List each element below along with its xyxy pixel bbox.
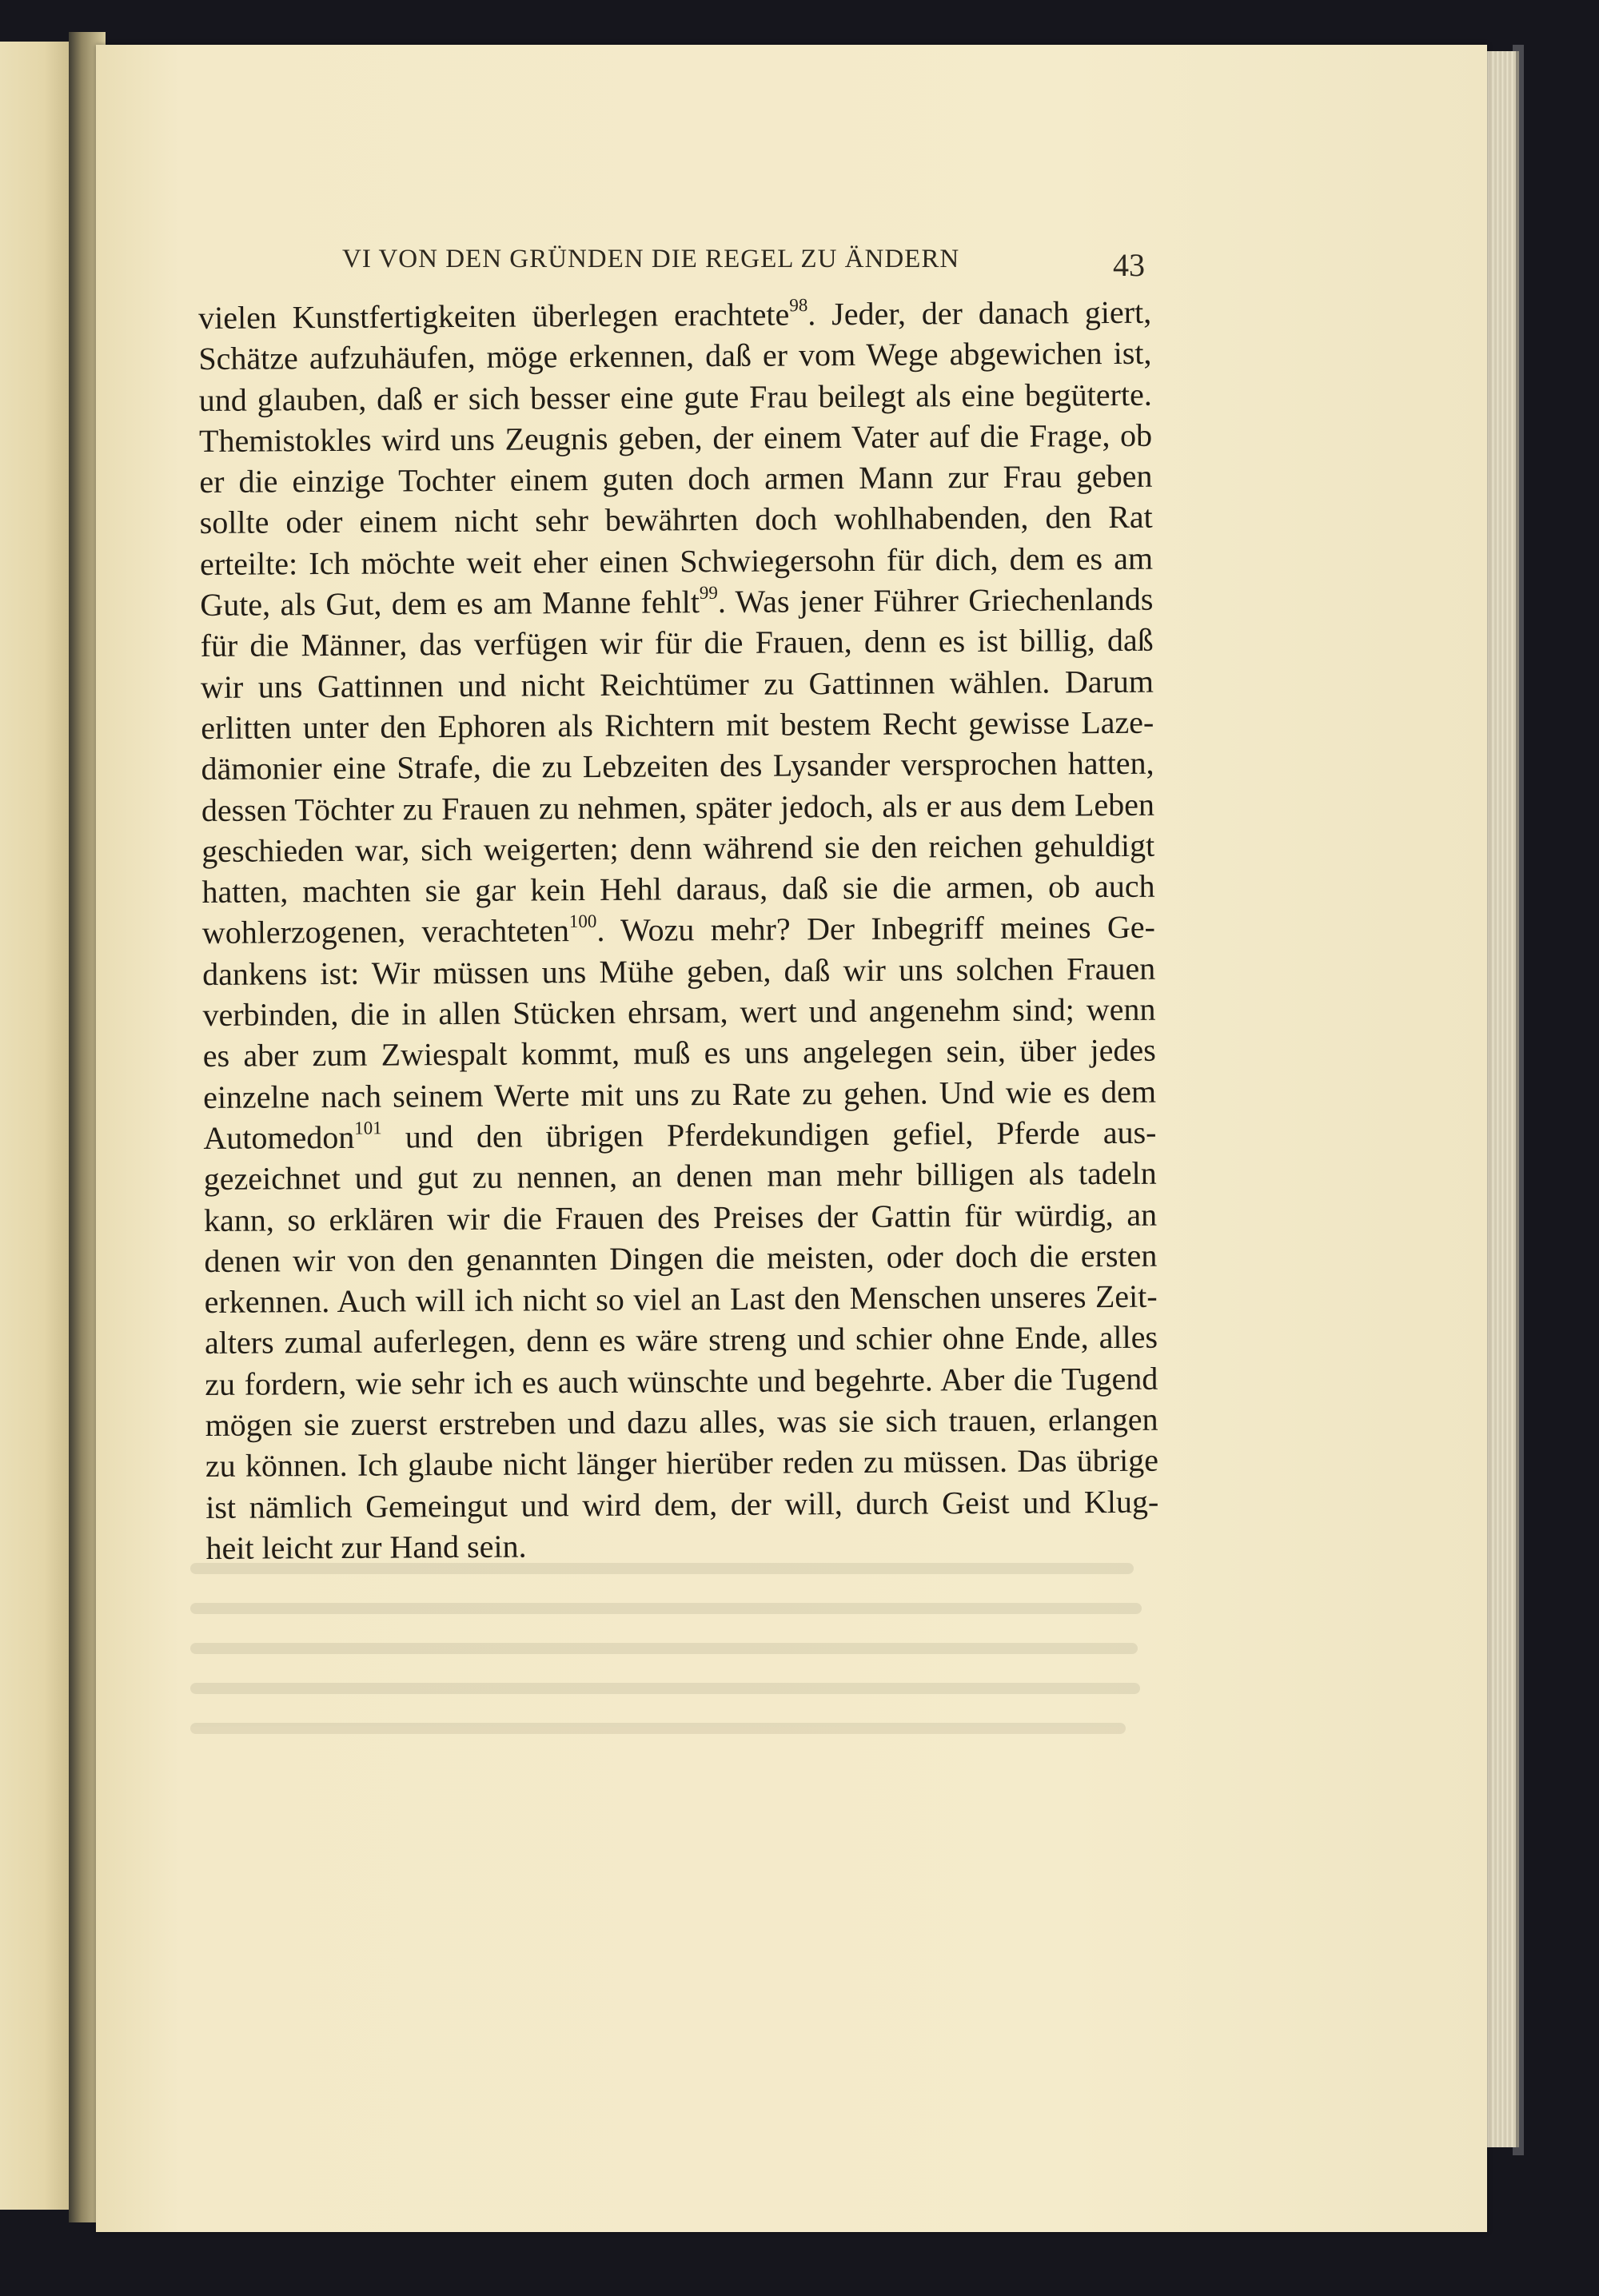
text-segment: und den übrigen Pferdekundigen gefiel, Pferde aus-: [381, 1114, 1157, 1155]
text-line: [203, 1030, 1156, 1077]
text-line: [205, 1481, 1158, 1528]
text-line: [201, 743, 1154, 790]
show-through-text: [190, 1563, 1142, 1763]
text-segment: und glauben, daß er sich besser eine gute Frau beilegt als eine begüterte.: [198, 376, 1152, 418]
text-segment: kann, so erklären wir die Frauen des Preises der Gattin für würdig, an: [203, 1196, 1158, 1238]
text-segment: mögen sie zuerst erstreben und dazu alles, was sie sich trauen, erlangen: [205, 1401, 1158, 1443]
text-segment: für die Männer, das verfügen wir für die Frauen, denn es ist billig, daß: [200, 622, 1154, 664]
text-segment: alters zumal auferlegen, denn es wäre streng und schier ohne Ende, alles: [204, 1319, 1158, 1361]
text-line: [205, 1440, 1158, 1487]
text-segment: geschieden war, sich weigerten; denn während sie den reichen gehuldigt: [201, 827, 1155, 869]
text-segment: denen wir von den genannten Dingen die meisten, oder doch die ersten: [204, 1237, 1158, 1279]
text-segment: hatten, machten sie gar kein Hehl daraus, daß sie die armen, ob auch: [201, 867, 1155, 911]
text-segment: verbinden, die in allen Stücken ehrsam, wert und angenehm sind; wenn: [202, 991, 1156, 1034]
text-line: [201, 660, 1154, 708]
footnote-marker: 98: [789, 295, 808, 316]
text-line: [205, 1399, 1158, 1446]
text-segment: vielen Kunstfertigkeiten überlegen erachtete: [198, 296, 790, 336]
text-line: [203, 1070, 1156, 1118]
text-segment: einzelne nach seinem Werte mit uns zu Rate zu gehen. Und wie es dem: [202, 1073, 1157, 1115]
text-line: [205, 1522, 1158, 1569]
text-segment: dämonier eine Strafe, die zu Lebzeiten des Lysander versprochen hatten,: [201, 744, 1154, 787]
text-line: [201, 866, 1154, 913]
text-segment: Automedon: [203, 1118, 355, 1156]
text-line: [202, 989, 1155, 1036]
running-head: VI VON DEN GRÜNDEN DIE REGEL ZU ÄNDERN: [342, 245, 960, 273]
text-segment: Schätze aufzuhäufen, möge erkennen, daß er vom Wege abgewichen ist,: [198, 335, 1152, 377]
text-line: [200, 496, 1153, 544]
footnote-marker: 100: [568, 911, 597, 932]
text-line: [201, 620, 1154, 667]
text-line: [199, 373, 1152, 421]
text-segment: ist nämlich Gemeingut und wird dem, der will, durch Geist und Klug-: [205, 1483, 1159, 1525]
text-line: [200, 537, 1153, 584]
text-line: [202, 907, 1155, 954]
text-line: [205, 1357, 1158, 1405]
text-line: [203, 1112, 1156, 1159]
text-line: [202, 947, 1155, 995]
text-line: [200, 579, 1153, 626]
text-segment: . Was jener Führer Griechenlands: [717, 580, 1154, 620]
text-segment: wohlerzogenen, verachteten: [201, 912, 570, 951]
text-segment: er die einzige Tochter einem guten doch armen Mann zur Frau geben: [199, 457, 1153, 500]
footnote-marker: 101: [354, 1118, 382, 1138]
body-text: [198, 292, 1159, 1569]
text-line: [198, 333, 1151, 380]
footnote-marker: 99: [699, 582, 718, 604]
page-number: 43: [1113, 247, 1145, 283]
text-line: [204, 1194, 1157, 1241]
text-line: [204, 1153, 1157, 1200]
text-line: [199, 415, 1152, 462]
text-line: [198, 292, 1151, 339]
text-segment: erlitten unter den Ephoren als Richtern mit bestem Recht gewisse Laze-: [201, 704, 1154, 746]
text-segment: zu können. Ich glaube nicht länger hierüber reden zu müssen. Das übrige: [205, 1442, 1159, 1485]
text-line: [201, 783, 1154, 831]
text-line: [199, 456, 1152, 503]
text-segment: es aber zum Zwiespalt kommt, muß es uns angelegen sein, über jedes: [202, 1032, 1156, 1074]
text-line: [205, 1276, 1158, 1323]
text-segment: dankens ist: Wir müssen uns Mühe geben, daß wir uns solchen Frauen: [202, 950, 1156, 992]
text-line: [204, 1235, 1157, 1282]
text-segment: heit leicht zur Hand sein.: [205, 1528, 527, 1566]
text-segment: . Jeder, der danach giert,: [807, 293, 1152, 333]
text-segment: dessen Töchter zu Frauen zu nehmen, später jedoch, als er aus dem Leben: [201, 786, 1155, 828]
text-segment: erteilte: Ich möchte weit eher einen Schwiegersohn für dich, dem es am: [199, 540, 1154, 582]
text-segment: Gute, als Gut, dem es am Manne fehlt: [200, 584, 700, 624]
text-segment: Themistokles wird uns Zeugnis geben, der einem Vater auf die Frage, ob: [198, 417, 1153, 459]
text-segment: sollte oder einem nicht sehr bewährten doch wohlhabenden, den Rat: [199, 499, 1153, 541]
text-segment: erkennen. Auch will ich nicht so viel an Last den Menschen unseres Zeit-: [204, 1278, 1158, 1321]
text-line: [201, 825, 1154, 872]
text-segment: zu fordern, wie sehr ich es auch wünschte und begehrte. Aber die Tugend: [205, 1360, 1158, 1402]
text-segment: wir uns Gattinnen und nicht Reichtümer zu Gattinnen wählen. Darum: [200, 663, 1154, 705]
text-segment: . Wozu mehr? Der Inbegriff meines Ge-: [596, 909, 1155, 949]
facing-page-edge: [0, 42, 74, 2210]
text-segment: gezeichnet und gut zu nennen, an denen man mehr billigen als tadeln: [203, 1154, 1157, 1198]
text-line: [201, 702, 1154, 749]
text-line: [205, 1317, 1158, 1364]
